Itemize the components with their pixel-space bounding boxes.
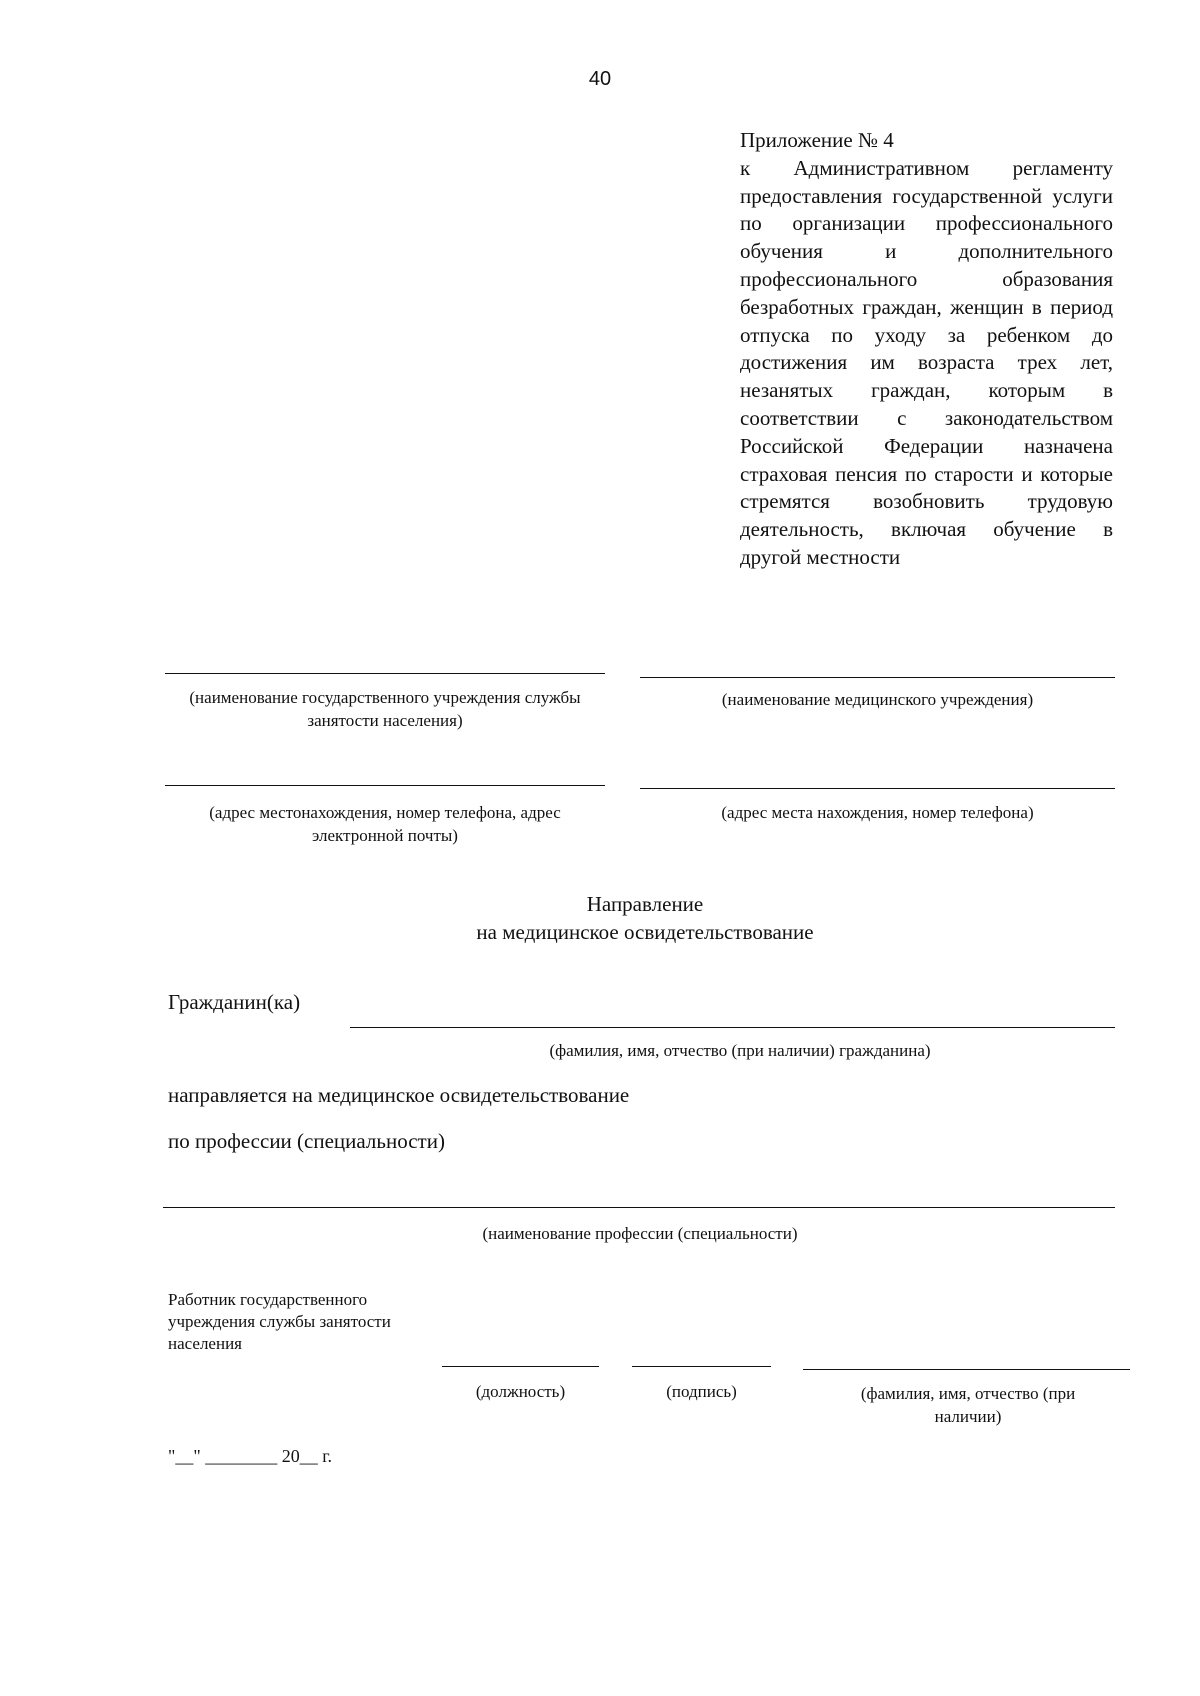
directed-text: направляется на медицинское освидетельствование: [168, 1083, 630, 1107]
employment-institution-name-caption: (наименование государственного учреждения службы занятости населения): [189, 688, 581, 730]
citizen-label: Гражданин(ка): [168, 990, 301, 1014]
appendix-block: [740, 127, 1113, 572]
employment-institution-address-line: [165, 785, 605, 786]
medical-institution-name-caption: (наименование медицинского учреждения): [721, 690, 1034, 709]
document-title: [0, 891, 1200, 946]
page-number: 40: [588, 68, 612, 90]
medical-institution-name-line: [640, 677, 1115, 678]
position-caption: (должность): [475, 1382, 566, 1401]
worker-label: Работник государственного учреждения службы занятости населения: [168, 1290, 391, 1353]
employment-institution-name-line: [165, 673, 605, 674]
profession-caption: (наименование профессии (специальности): [482, 1224, 798, 1243]
signature-caption: (подпись): [666, 1382, 737, 1401]
citizen-name-caption: (фамилия, имя, отчество (при наличии) гражданина): [549, 1041, 931, 1060]
profession-label: по профессии (специальности): [168, 1129, 445, 1153]
full-name-line: [803, 1369, 1130, 1370]
position-line: [442, 1366, 599, 1367]
profession-line: [163, 1207, 1115, 1208]
document-title-line2: на медицинское освидетельствование: [476, 919, 814, 944]
citizen-name-line: [350, 1027, 1115, 1028]
appendix-heading: Приложение № 4: [740, 128, 894, 152]
signature-line: [632, 1366, 771, 1367]
document-title-line1: Направление: [586, 892, 704, 916]
full-name-caption: (фамилия, имя, отчество (при наличии): [860, 1384, 1076, 1426]
date-line: "__" ________ 20__ г.: [168, 1446, 333, 1466]
medical-institution-address-caption: (адрес места нахождения, номер телефона): [721, 803, 1034, 822]
medical-institution-address-line: [640, 788, 1115, 789]
employment-institution-address-caption: (адрес местонахождения, номер телефона, адрес электронной почты): [209, 803, 561, 845]
appendix-text: к Административном регламенту предоставления государственной услуги по организации профессионального обучения и дополнительного профессионального образования безработных граждан, женщин в период отпуска по уходу за ребенком до достижения им возраста трех лет, незанятых граждан, которым в соответствии с законодательством Российской Федерации назначена страховая пенсия по старости и которые стремятся возобновить трудовую деятельность, включая обучение в другой местности: [740, 155, 1113, 569]
